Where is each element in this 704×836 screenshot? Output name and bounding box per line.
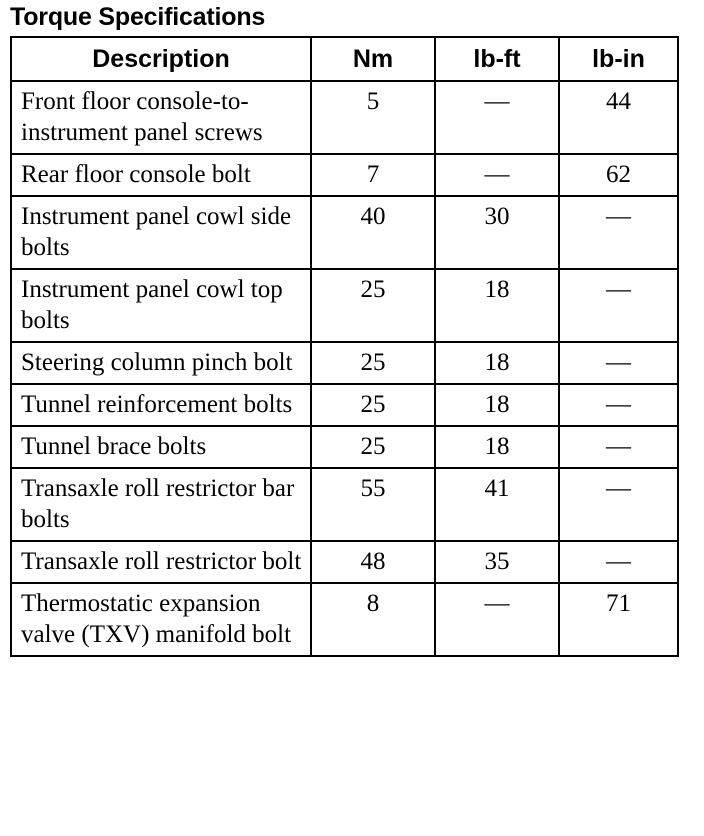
description-cell: Instrument panel cowl side bolts <box>11 196 311 269</box>
description-cell: Front floor console-to-instrument panel screws <box>11 81 311 154</box>
lb-ft-cell: 18 <box>435 269 559 342</box>
description-cell: Thermostatic expansion valve (TXV) manifold bolt <box>11 583 311 656</box>
lb-in-cell: — <box>559 384 678 426</box>
lb-in-cell: — <box>559 426 678 468</box>
nm-cell: 25 <box>311 269 435 342</box>
lb-in-cell: 44 <box>559 81 678 154</box>
description-cell: Transaxle roll restrictor bolt <box>11 541 311 583</box>
lb-in-cell: 62 <box>559 154 678 196</box>
description-cell: Transaxle roll restrictor bar bolts <box>11 468 311 541</box>
lb-ft-cell: — <box>435 154 559 196</box>
torque-spec-table <box>10 36 679 657</box>
table-row <box>11 196 678 269</box>
nm-cell: 25 <box>311 384 435 426</box>
table-row <box>11 583 678 656</box>
table-row <box>11 269 678 342</box>
table-row <box>11 342 678 384</box>
lb-ft-cell: — <box>435 583 559 656</box>
table-row <box>11 426 678 468</box>
description-cell: Tunnel reinforcement bolts <box>11 384 311 426</box>
nm-cell: 48 <box>311 541 435 583</box>
nm-cell: 8 <box>311 583 435 656</box>
lb-ft-cell: 18 <box>435 426 559 468</box>
nm-cell: 5 <box>311 81 435 154</box>
nm-cell: 25 <box>311 342 435 384</box>
lb-ft-cell: — <box>435 81 559 154</box>
lb-ft-cell: 41 <box>435 468 559 541</box>
header-nm: Nm <box>311 37 435 81</box>
table-row <box>11 384 678 426</box>
lb-ft-cell: 35 <box>435 541 559 583</box>
nm-cell: 25 <box>311 426 435 468</box>
nm-cell: 40 <box>311 196 435 269</box>
lb-in-cell: — <box>559 342 678 384</box>
nm-cell: 7 <box>311 154 435 196</box>
lb-ft-cell: 30 <box>435 196 559 269</box>
table-row <box>11 541 678 583</box>
header-description: Description <box>11 37 311 81</box>
header-lb-in: lb-in <box>559 37 678 81</box>
header-lb-ft: lb-ft <box>435 37 559 81</box>
description-cell: Rear floor console bolt <box>11 154 311 196</box>
lb-ft-cell: 18 <box>435 384 559 426</box>
table-row <box>11 81 678 154</box>
nm-cell: 55 <box>311 468 435 541</box>
description-cell: Tunnel brace bolts <box>11 426 311 468</box>
table-row <box>11 154 678 196</box>
lb-in-cell: — <box>559 269 678 342</box>
lb-in-cell: — <box>559 468 678 541</box>
header-row <box>11 37 678 81</box>
table-row <box>11 468 678 541</box>
description-cell: Instrument panel cowl top bolts <box>11 269 311 342</box>
lb-in-cell: 71 <box>559 583 678 656</box>
page-title: Torque Specifications <box>10 3 266 31</box>
lb-in-cell: — <box>559 196 678 269</box>
description-cell: Steering column pinch bolt <box>11 342 311 384</box>
lb-in-cell: — <box>559 541 678 583</box>
lb-ft-cell: 18 <box>435 342 559 384</box>
